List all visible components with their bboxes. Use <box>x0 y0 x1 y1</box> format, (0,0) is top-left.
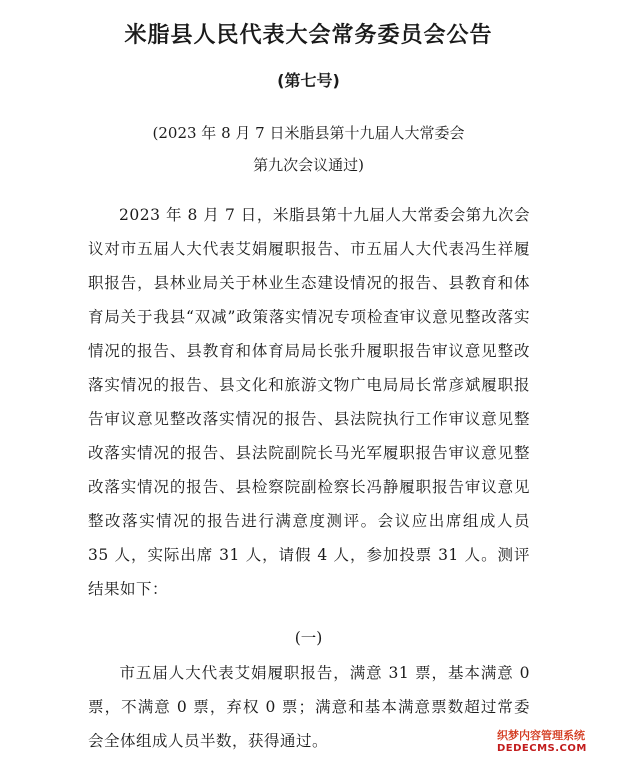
watermark-line-1: 织梦内容管理系统 <box>497 729 585 742</box>
section-1-text: 市五届人大代表艾娟履职报告，满意 31 票，基本满意 0 票，不满意 0 票，弃权 0 票；满意和基本满意票数超过常委会全体组成人员半数，获得通过。 <box>88 664 530 750</box>
section-1-paragraph <box>88 656 530 758</box>
watermark-line-2: DEDECMS.COM <box>497 743 587 754</box>
notice-title: 米脂县人民代表大会常务委员会公告 <box>124 23 493 48</box>
body-paragraph-1-text: 2023 年 8 月 7 日，米脂县第十九届人大常委会第九次会议对市五届人大代表艾娟履职报告、市五届人大代表冯生祥履职报告，县林业局关于林业生态建设情况的报告、县教育和体育局关于我县“双减”政策落实情况专项检查审议意见整改落实情况的报告、县教育和体育局局长张升履职报告审议意见整改落实情况的报告、县文化和旅游文物广电局局长常彦斌履职报告审议意见整改落实情况的报告、县法院执行工作审议意见整改落实情况的报告、县法院副院长马光军履职报告审议意见整改落实情况的报告、县检察院副检察长冯静履职报告审议意见整改落实情况的报告进行满意度测评。会议应出席组成人员 35 人，实际出席 31 人，请假 4 人，参加投票 31 人。测评结果如下： <box>88 206 530 598</box>
notice-number: (第七号) <box>277 71 340 90</box>
adoption-note-line-1: (2023 年 8 月 7 日米脂县第十九届人大常委会 <box>152 124 465 142</box>
watermark-logo <box>497 729 609 755</box>
body-paragraph-1 <box>88 198 530 606</box>
adoption-note <box>0 117 617 181</box>
adoption-note-line-2: 第九次会议通过) <box>253 156 364 174</box>
section-heading-1: (一) <box>294 629 323 647</box>
